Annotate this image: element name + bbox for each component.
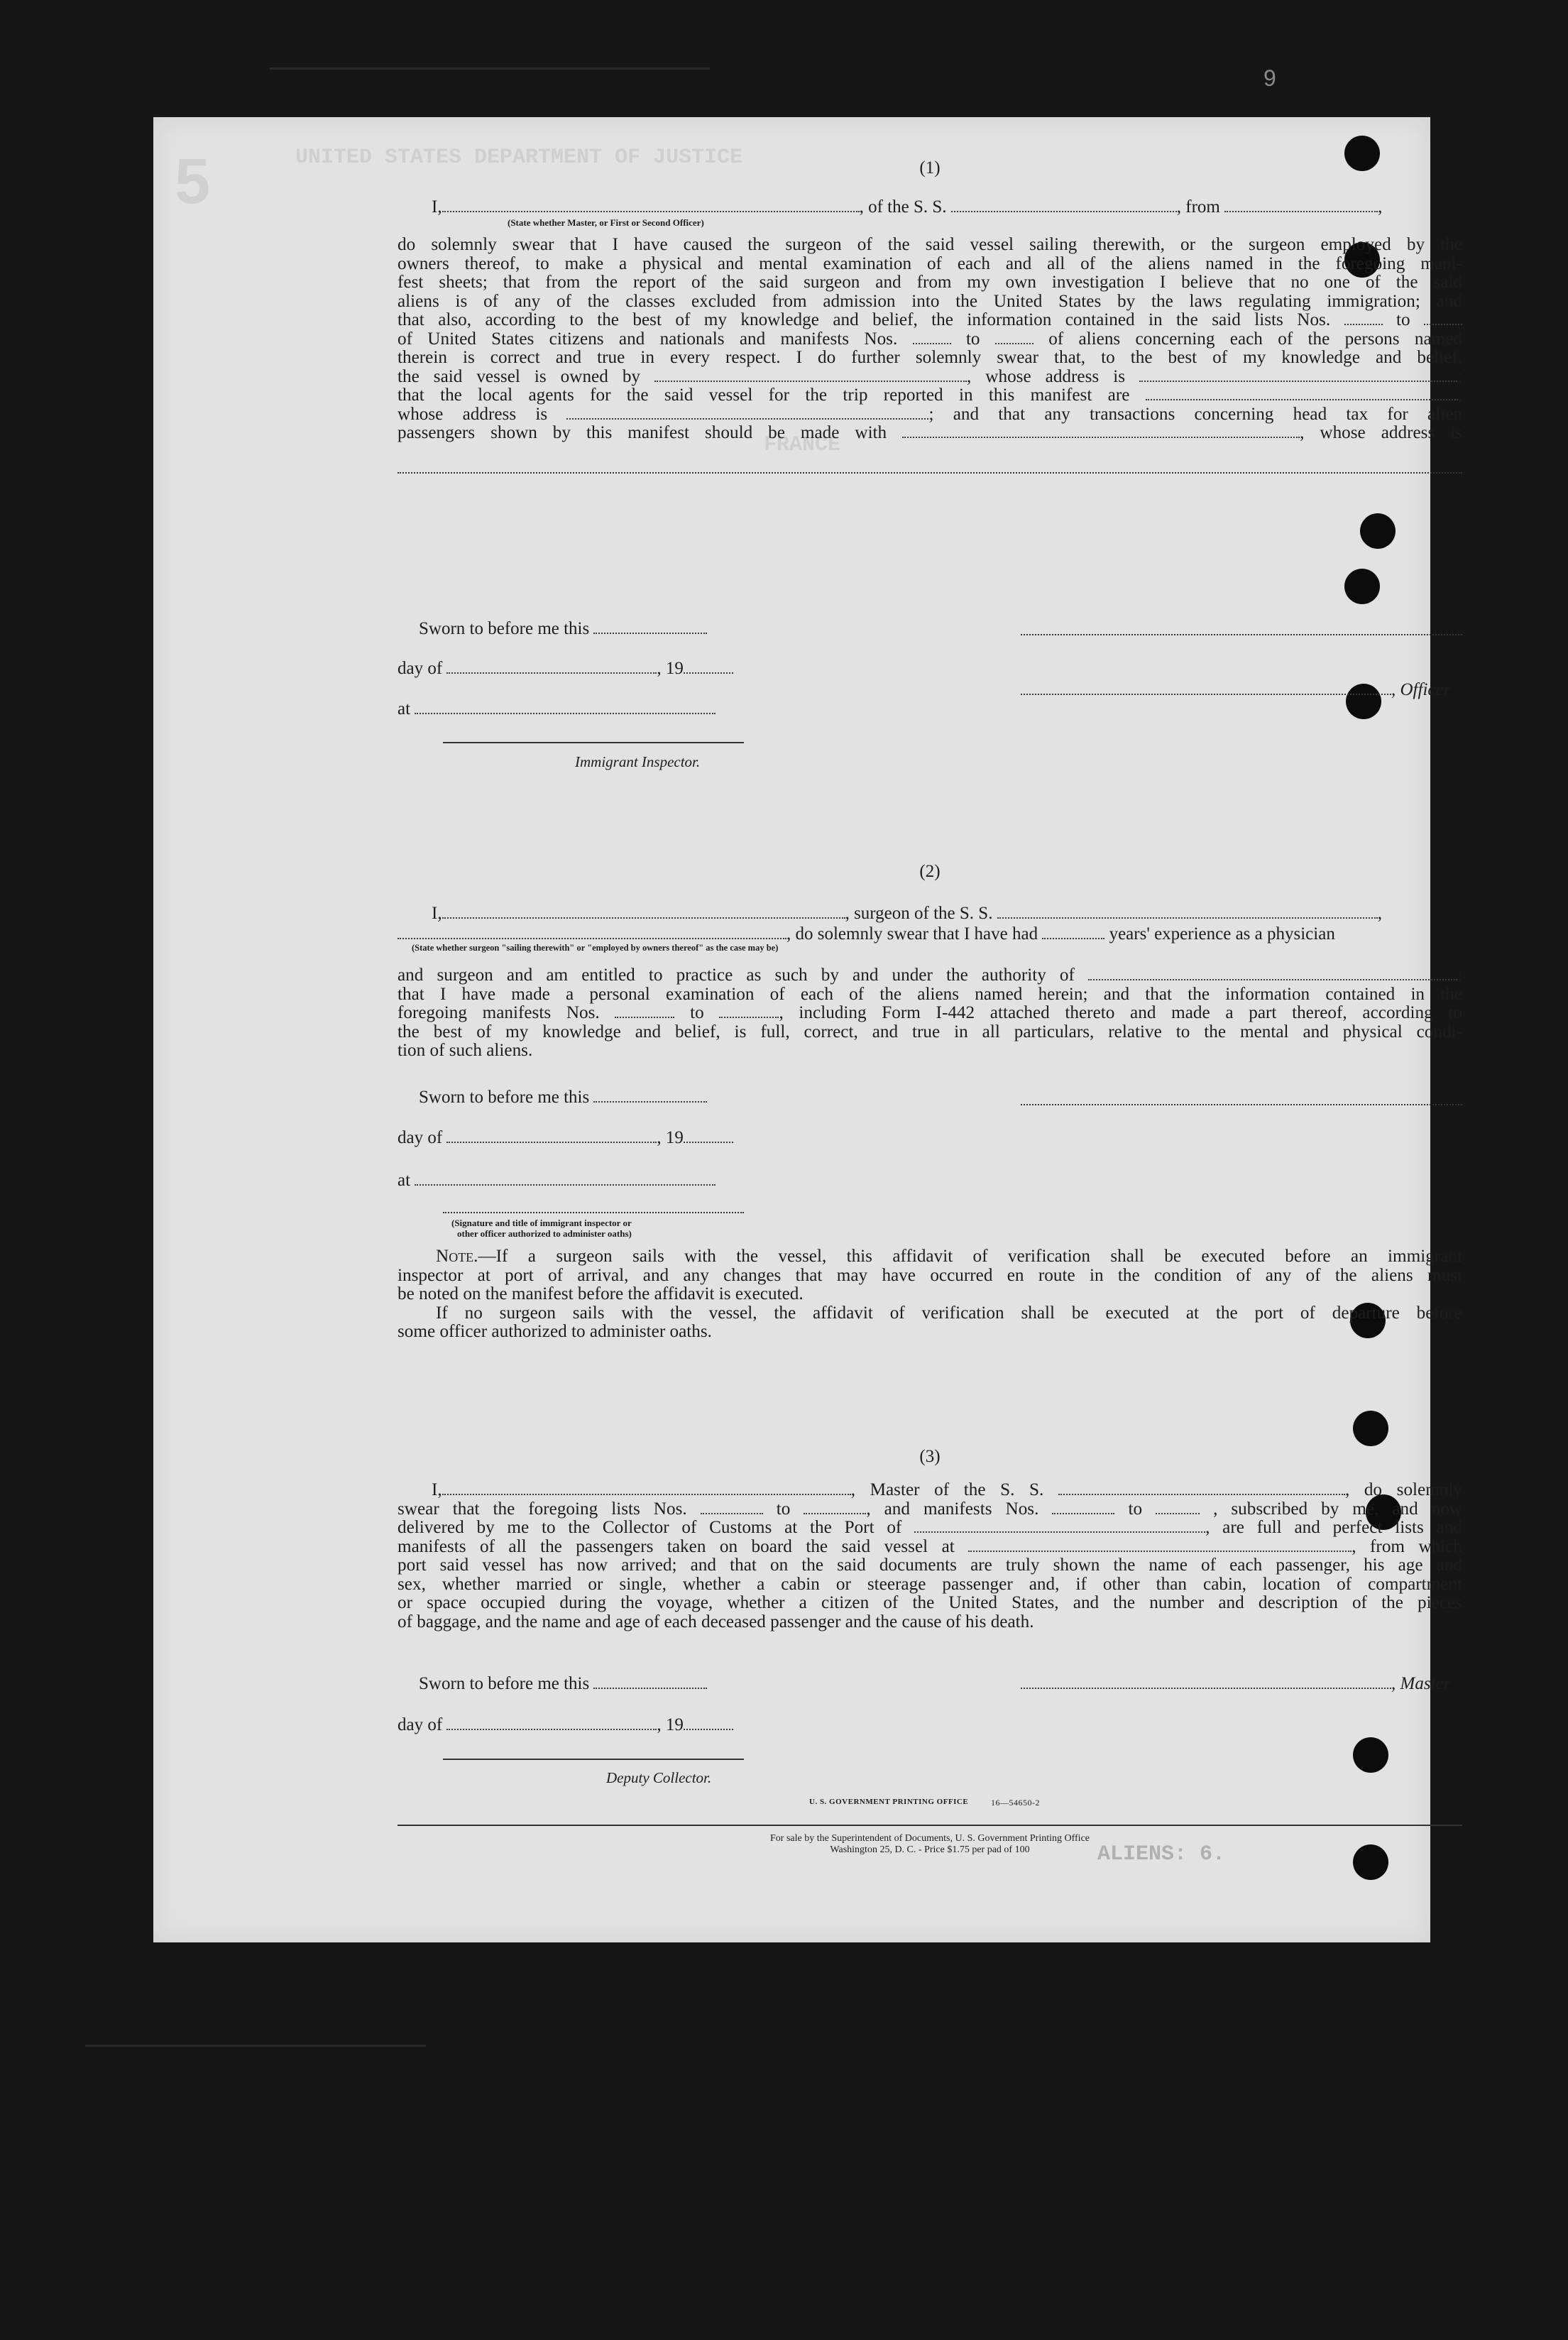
officer-line bbox=[1021, 679, 1450, 701]
place-field[interactable] bbox=[415, 700, 716, 714]
place-field[interactable] bbox=[415, 1171, 716, 1186]
body-line: or space occupied during the voyage, whether a citizen of the United States, and the number and description of the pieces bbox=[398, 1593, 1462, 1612]
body-line: do solemnly swear that I have caused the surgeon of the said vessel sailing therewith, or the surgeon employed by the bbox=[398, 235, 1462, 254]
manifests-to-field[interactable] bbox=[719, 1004, 779, 1018]
form-number: 16—54650-2 bbox=[991, 1798, 1040, 1808]
body-line-lists bbox=[398, 311, 1462, 330]
body-line: sex, whether married or single, whether a cabin or steerage passenger and, if other than cabin, location of compartment bbox=[398, 1574, 1462, 1594]
year-field[interactable] bbox=[684, 660, 733, 674]
punch-hole bbox=[1344, 569, 1380, 604]
surgeon-name-field[interactable] bbox=[442, 904, 845, 919]
i-label: I, bbox=[432, 197, 442, 217]
master-name-field[interactable] bbox=[442, 1481, 851, 1495]
of-ss-label: , of the S. S. bbox=[859, 197, 947, 217]
section-1-caption: (State whether Master, or First or Second Officer) bbox=[508, 217, 704, 228]
inspector-label: Immigrant Inspector. bbox=[575, 753, 701, 770]
vessel-name-field[interactable] bbox=[951, 198, 1177, 212]
deputy-label: Deputy Collector. bbox=[606, 1769, 712, 1786]
head-tax-text: ; and that any transactions concerning head tax for alien bbox=[928, 404, 1463, 424]
body-line-passengers bbox=[398, 424, 1462, 443]
footer-rule bbox=[398, 1825, 1462, 1826]
body-line: the best of my knowledge and belief, is full, correct, and true in all particulars, relative to the mental and physical condi- bbox=[398, 1022, 1462, 1041]
owned-address-label: , whose address is bbox=[967, 366, 1125, 386]
officer-title-field[interactable] bbox=[1021, 681, 1391, 695]
film-scratch bbox=[85, 2045, 426, 2047]
to-label: to bbox=[1396, 310, 1410, 329]
years-field[interactable] bbox=[1042, 925, 1104, 939]
note-block bbox=[398, 1247, 1462, 1342]
sworn-date-field[interactable] bbox=[593, 620, 707, 634]
body-line-address bbox=[398, 405, 1462, 425]
subscribed-text: , subscribed by me, and now bbox=[1213, 1499, 1463, 1519]
port-field[interactable] bbox=[914, 1519, 1205, 1533]
body-line-agents bbox=[398, 386, 1462, 405]
owned-text: the said vessel is owned by bbox=[398, 366, 641, 386]
master-signature-line bbox=[1021, 1673, 1450, 1695]
note-line: If no surgeon sails with the vessel, the affidavit of verification shall be executed at the port of departure before bbox=[436, 1303, 1462, 1323]
section-2-number: (2) bbox=[919, 862, 941, 881]
month-field[interactable] bbox=[446, 660, 657, 674]
year-label: , 19 bbox=[657, 1128, 684, 1147]
sworn-line bbox=[419, 1673, 707, 1695]
surgeon-signature-line[interactable] bbox=[1021, 1104, 1462, 1105]
lists-to-field[interactable] bbox=[1424, 311, 1462, 325]
surgeon-of-label: , surgeon of the S. S. bbox=[845, 904, 993, 923]
semicolon: ; bbox=[1457, 966, 1462, 985]
at-line bbox=[398, 1170, 716, 1191]
to-label: to bbox=[690, 1003, 704, 1022]
month-field[interactable] bbox=[446, 1129, 657, 1143]
owner-address-field[interactable] bbox=[1139, 368, 1457, 382]
manifests-to-field[interactable] bbox=[995, 330, 1034, 344]
authority-field[interactable] bbox=[1088, 966, 1457, 980]
show-through-text: ALIENS: 6. bbox=[1097, 1842, 1226, 1866]
owner-field[interactable] bbox=[654, 368, 967, 382]
sworn-label: Sworn to before me this bbox=[419, 1674, 590, 1693]
delivered-text-b: , are full and perfect lists and bbox=[1205, 1518, 1462, 1537]
section-1-body bbox=[398, 236, 1462, 443]
note-label: Note. bbox=[436, 1247, 478, 1266]
officer-name-field[interactable] bbox=[442, 198, 860, 212]
from-label: , from bbox=[1176, 197, 1220, 217]
gpo-imprint: U. S. GOVERNMENT PRINTING OFFICE bbox=[809, 1798, 969, 1806]
show-through-text: FRANCE bbox=[764, 433, 1352, 457]
manifests-to-field[interactable] bbox=[1156, 1500, 1200, 1514]
master-signature-field[interactable] bbox=[1021, 1675, 1391, 1689]
manifests-text-b: of aliens concerning each of the persons named bbox=[1048, 329, 1463, 349]
sworn-date-field[interactable] bbox=[593, 1088, 707, 1103]
at-label: at bbox=[398, 699, 411, 718]
body-line-authority bbox=[398, 966, 1462, 985]
master-of-label: , Master of the S. S. bbox=[850, 1480, 1044, 1499]
show-through-text: UNITED STATES DEPARTMENT OF JUSTICE bbox=[295, 146, 743, 170]
lists-from-field[interactable] bbox=[701, 1500, 763, 1514]
from-port-field[interactable] bbox=[1224, 198, 1378, 212]
lists-to-field[interactable] bbox=[804, 1500, 866, 1514]
sale-notice bbox=[398, 1833, 1462, 1856]
sworn-line bbox=[419, 618, 707, 640]
year-field[interactable] bbox=[684, 1716, 733, 1730]
passengers-text: passengers shown by this manifest should be made with bbox=[398, 423, 887, 442]
form-text: , including Form I-442 attached thereto and made a part thereof, according to bbox=[779, 1003, 1462, 1022]
body-line: owners thereof, to make a physical and mental examination of each and all of the aliens named in the foregoing mani- bbox=[398, 253, 1462, 273]
surgeon-status-field[interactable] bbox=[398, 925, 786, 939]
deputy-signature-line[interactable] bbox=[443, 1759, 744, 1760]
year-field[interactable] bbox=[684, 1129, 733, 1143]
semicolon: ; bbox=[1457, 366, 1462, 386]
body-line: fest sheets; that from the report of the said surgeon and from my own investigation I believe that no one of the said bbox=[398, 273, 1462, 292]
at-line bbox=[398, 699, 716, 720]
body-line-manifests bbox=[398, 330, 1462, 349]
body-line: of baggage, and the name and age of each deceased passenger and the cause of his death. bbox=[398, 1612, 1034, 1631]
day-of-label: day of bbox=[398, 659, 443, 678]
sworn-date-field[interactable] bbox=[593, 1675, 707, 1689]
year-label: , 19 bbox=[657, 659, 684, 678]
agents-text: that the local agents for the said vessel for the trip reported in this manifest are bbox=[398, 386, 1130, 405]
sworn-label: Sworn to before me this bbox=[419, 1088, 590, 1107]
body-line: that I have made a personal examination of each of the aliens named herein; and that the information contained in the bbox=[398, 984, 1462, 1004]
surgeon-vessel-field[interactable] bbox=[997, 904, 1378, 919]
to-label: to bbox=[965, 329, 980, 349]
manifests-text: , and manifests Nos. bbox=[866, 1499, 1039, 1519]
swear-text: , do solemnly swear that I have had bbox=[786, 924, 1038, 944]
at-label: at bbox=[398, 1171, 411, 1190]
punch-hole bbox=[1353, 1737, 1388, 1773]
note-line: inspector at port of arrival, and any changes that may have occurred en route in the condition of any of the aliens must bbox=[398, 1265, 1462, 1285]
manifests-from-field[interactable] bbox=[913, 330, 951, 344]
manifests-from-field[interactable] bbox=[615, 1004, 674, 1018]
sworn-line bbox=[419, 1087, 707, 1108]
solemnly-text: , do solemnly bbox=[1344, 1480, 1462, 1499]
sale-line: Washington 25, D. C. - Price $1.75 per pad of 100 bbox=[830, 1844, 1030, 1855]
section-3-number: (3) bbox=[919, 1447, 941, 1466]
agents-address-field[interactable] bbox=[566, 405, 928, 420]
body-line-manifests bbox=[398, 1538, 1462, 1557]
officer-signature-line[interactable] bbox=[1021, 634, 1462, 635]
page-number: 9 bbox=[1263, 65, 1276, 91]
note-line bbox=[398, 1247, 1462, 1267]
address-label: whose address is bbox=[398, 404, 548, 424]
lists-text: swear that the foregoing lists Nos. bbox=[398, 1499, 687, 1519]
body-line: aliens is of any of the classes excluded from admission into the United States by the laws regulating immigration; and bbox=[398, 291, 1462, 311]
master-label: , Master bbox=[1391, 1674, 1451, 1693]
comma: , bbox=[1378, 197, 1383, 217]
body-line: therein is correct and true in every respect. I do further solemnly swear that, to the best of my knowledge and belief, bbox=[398, 348, 1462, 367]
manifests-text: of United States citizens and nationals and manifests Nos. bbox=[398, 329, 898, 349]
day-of-label: day of bbox=[398, 1715, 443, 1734]
sale-line: For sale by the Superintendent of Documents, U. S. Government Printing Office bbox=[770, 1833, 1090, 1844]
to-label: to bbox=[776, 1499, 791, 1519]
note-text: —If a surgeon sails with the vessel, this affidavit of verification shall be executed before an immigrant bbox=[478, 1247, 1462, 1266]
authority-text: and surgeon and am entitled to practice as such by and under the authority of bbox=[398, 966, 1075, 985]
body-line-delivered bbox=[398, 1519, 1462, 1538]
to-label: to bbox=[1128, 1499, 1143, 1519]
punch-hole bbox=[1360, 513, 1396, 549]
year-label: , 19 bbox=[657, 1715, 684, 1734]
lists-from-field[interactable] bbox=[1344, 311, 1383, 325]
inspector-signature-line[interactable] bbox=[443, 742, 744, 743]
inspector-signature-line[interactable] bbox=[443, 1212, 744, 1213]
film-scratch bbox=[270, 67, 710, 70]
section-1-line-master bbox=[432, 197, 1382, 218]
body-line-lists bbox=[398, 1500, 1462, 1519]
stamp-number: 5 bbox=[175, 146, 211, 217]
manifests-text: manifests of all the passengers taken on board the said vessel at bbox=[398, 1536, 955, 1556]
day-of-line bbox=[398, 1715, 733, 1736]
comma: , bbox=[1377, 904, 1382, 923]
from-which-text: , from which bbox=[1352, 1536, 1463, 1556]
sworn-label: Sworn to before me this bbox=[419, 619, 590, 638]
manifests-from-field[interactable] bbox=[1052, 1500, 1114, 1514]
surgeon-line bbox=[432, 903, 1382, 924]
section-2-body bbox=[398, 966, 1462, 1061]
address-label: , whose address is bbox=[1300, 423, 1463, 442]
surgeon-swear-line bbox=[398, 924, 1335, 945]
section-1-number: (1) bbox=[919, 158, 941, 177]
punch-hole bbox=[1353, 1411, 1388, 1446]
form-sheet bbox=[153, 117, 1463, 1942]
years-text: years' experience as a physician bbox=[1109, 924, 1335, 944]
i-label: I, bbox=[432, 904, 442, 923]
day-of-line bbox=[398, 658, 733, 679]
body-line-manifests bbox=[398, 1004, 1462, 1023]
section-2-caption: (State whether surgeon "sailing therewith" or "employed by owners thereof" as the case may be) bbox=[412, 943, 779, 953]
body-line-master bbox=[398, 1481, 1462, 1500]
month-field[interactable] bbox=[446, 1716, 657, 1730]
body-line: port said vessel has now arrived; and that on the said documents are truly shown the name of each passenger, his age and bbox=[398, 1556, 1462, 1575]
body-line-owned bbox=[398, 368, 1462, 387]
day-of-line bbox=[398, 1127, 733, 1149]
section-3-body bbox=[398, 1481, 1462, 1631]
manifests-text: foregoing manifests Nos. bbox=[398, 1003, 600, 1022]
body-line: tion of such aliens. bbox=[398, 1041, 533, 1060]
master-vessel-field[interactable] bbox=[1058, 1481, 1345, 1495]
comma: , bbox=[1457, 386, 1463, 405]
signature-caption: (Signature and title of immigrant inspector or bbox=[451, 1218, 632, 1228]
lists-text: that also, according to the best of my knowledge and belief, the information contained in the said lists Nos. bbox=[398, 310, 1331, 329]
i-label: I, bbox=[432, 1480, 442, 1499]
departure-port-field[interactable] bbox=[968, 1538, 1352, 1552]
signature-caption: other officer authorized to administer oaths) bbox=[457, 1228, 632, 1239]
delivered-text: delivered by me to the Collector of Customs at the Port of bbox=[398, 1518, 902, 1537]
officer-label: , Officer bbox=[1391, 680, 1451, 699]
head-tax-agent-field[interactable] bbox=[902, 424, 1300, 438]
address-continuation-field[interactable] bbox=[398, 472, 1462, 474]
agents-field[interactable] bbox=[1146, 386, 1458, 400]
note-line: some officer authorized to administer oaths. bbox=[398, 1322, 712, 1341]
day-of-label: day of bbox=[398, 1128, 443, 1147]
note-line: be noted on the manifest before the affidavit is executed. bbox=[398, 1284, 804, 1303]
